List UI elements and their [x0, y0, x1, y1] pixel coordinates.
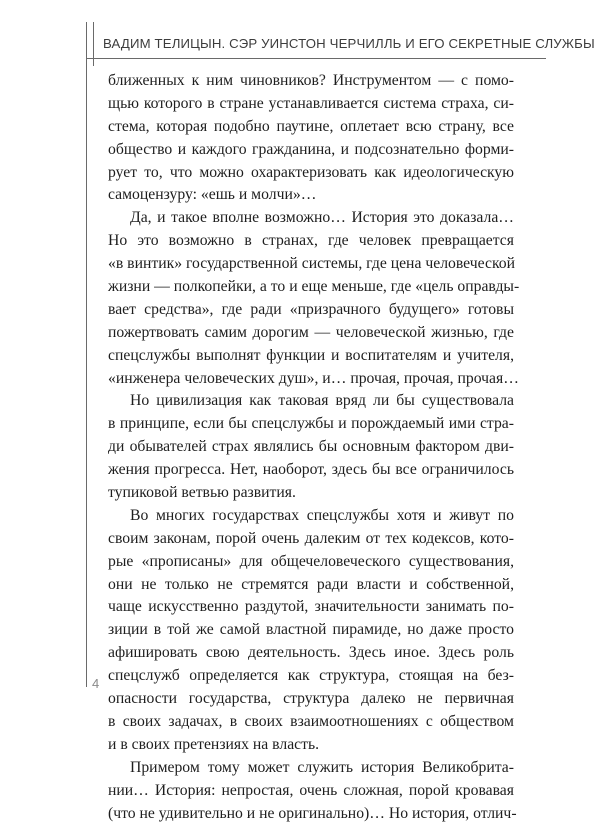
text-line: Но цивилизация как таковая вряд ли бы существовала — [108, 390, 514, 413]
text-line: тупиковой ветвью развития. — [108, 482, 514, 505]
text-line: стема, которая подобно паутине, оплетает всю страну, все — [108, 116, 514, 139]
text-line: Но это возможно в странах, где человек превращается — [108, 230, 514, 253]
text-line: афишировать свою деятельность. Здесь иное. Здесь роль — [108, 642, 514, 665]
text-line: пожертвовать самим дорогим — человеческой жизнью, где — [108, 322, 514, 345]
text-line: общество и каждого гражданина, и подсознательно форми- — [108, 139, 514, 162]
text-line: рые «прописаны» для общечеловеческого существования, — [108, 551, 514, 574]
margin-rule-vertical — [86, 22, 87, 687]
text-line: своим законам, порой очень далеким от тех кодексов, кото- — [108, 528, 514, 551]
text-line: щью которого в стране устанавливается система страха, си- — [108, 93, 514, 116]
text-line: «в винтик» государственной системы, где цена человеческой — [108, 253, 514, 276]
text-line: «инженера человеческих душ», и… прочая, прочая, прочая… — [108, 368, 514, 391]
text-line: чаще искусственно раздутой, значительности занимать по- — [108, 596, 514, 619]
text-line: ди обывателей страх являлись бы основным фактором дви- — [108, 436, 514, 459]
paragraph — [108, 505, 514, 757]
text-line: ближенных к ним чиновников? Инструментом — с помо- — [108, 70, 514, 93]
text-line: Да, и такое вполне возможно… История это доказала… — [108, 207, 514, 230]
text-line: жизни — полкопейки, а то и еще меньше, где «цель оправды- — [108, 276, 514, 299]
text-line: рует то, что можно охарактеризовать как идеологическую — [108, 162, 514, 185]
paragraph — [108, 390, 514, 504]
text-line: Примером тому может служить история Великобрита- — [108, 757, 514, 780]
running-head: ВАДИМ ТЕЛИЦЫН. СЭР УИНСТОН ЧЕРЧИЛЛЬ И ЕГО СЕКРЕТНЫЕ СЛУЖБЫ — [103, 36, 595, 51]
text-line: спецслужб определяется как структура, стоящая на без- — [108, 665, 514, 688]
text-line: зиции в той же самой властной пирамиде, но даже просто — [108, 619, 514, 642]
paragraph — [108, 70, 514, 207]
text-line: жения прогресса. Нет, наоборот, здесь бы все ограничилось — [108, 459, 514, 482]
text-line: в своих задачах, в своих взаимоотношениях с обществом — [108, 711, 514, 734]
paragraph — [108, 757, 514, 825]
text-line: нии… История: непростая, очень сложная, порой кровавая — [108, 780, 514, 803]
text-line: вает средства», где ради «призрачного будущего» готовы — [108, 299, 514, 322]
text-line: (что не удивительно и не оригинально)… Но история, отлич- — [108, 803, 514, 825]
page-number: 4 — [92, 676, 99, 691]
text-body — [108, 70, 514, 825]
margin-rule-vertical-short — [93, 22, 94, 66]
text-line: опасности государства, структура далеко не первичная — [108, 688, 514, 711]
text-line: Во многих государствах спецслужбы хотя и живут по — [108, 505, 514, 528]
text-line: спецслужбы выполнят функции и воспитателям и учителя, — [108, 345, 514, 368]
text-line: в принципе, если бы спецслужбы и порождаемый ими стра- — [108, 413, 514, 436]
text-line: самоцензуру: «ешь и молчи»… — [108, 184, 514, 207]
text-line: и в своих претензиях на власть. — [108, 734, 514, 757]
header-rule — [86, 58, 546, 59]
text-line: они не только не стремятся ради власти и собственной, — [108, 574, 514, 597]
paragraph — [108, 207, 514, 390]
